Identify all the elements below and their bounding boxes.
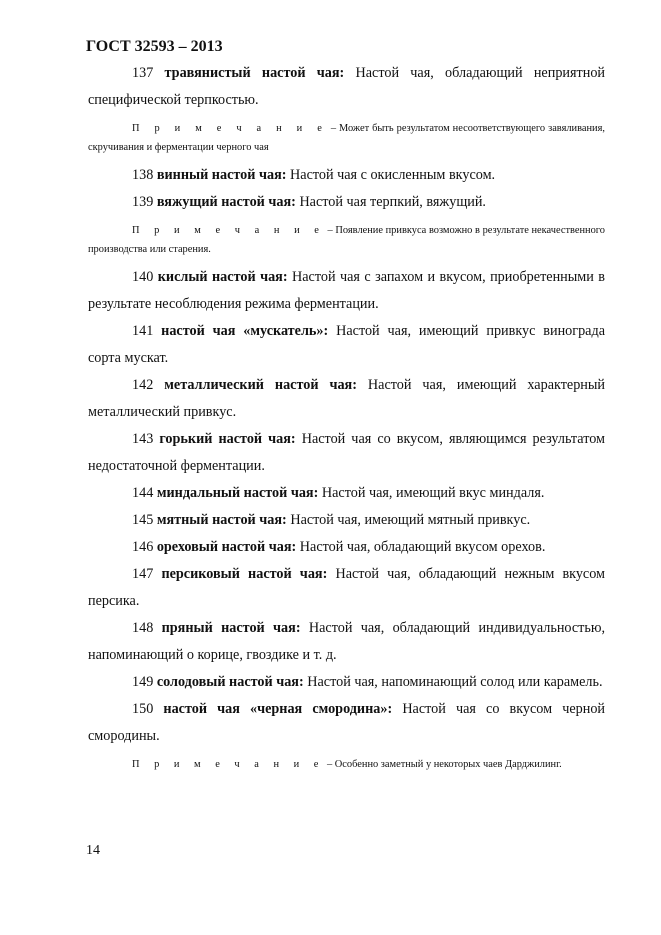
term-definition: Настой чая, напоминающий солод или карамель. [307, 674, 603, 690]
note-label: П р и м е ч а н и е [132, 225, 325, 236]
term-name: горький настой чая: [159, 431, 296, 447]
document-body [88, 60, 605, 779]
page-number: 14 [86, 843, 100, 858]
term-definition: Настой чая, обладающий нежным вкусом персика. [88, 566, 606, 609]
term-number: 143 [132, 431, 154, 447]
note-text: – Появление привкуса возможно в результате некачественного производства или старения. [88, 225, 605, 255]
term-number: 148 [132, 620, 154, 636]
term-entry [88, 561, 605, 615]
term-definition: Настой чая, имеющий вкус миндаля. [321, 485, 545, 501]
term-entry [88, 426, 605, 480]
term-definition: Настой чая со вкусом черной смородины. [88, 701, 606, 744]
term-number: 140 [132, 269, 154, 285]
term-number: 149 [132, 674, 154, 690]
term-name: пряный настой чая: [161, 620, 301, 636]
term-name: травянистый настой чая: [164, 65, 345, 81]
term-number: 146 [132, 539, 154, 555]
term-name: миндальный настой чая: [156, 485, 319, 501]
term-entry [88, 162, 605, 189]
note-label: П р и м е ч а н и е [132, 759, 325, 770]
term-number: 141 [132, 323, 154, 339]
note [88, 221, 605, 259]
term-entry [88, 669, 605, 696]
term-number: 139 [132, 194, 154, 210]
term-name: персиковый настой чая: [161, 566, 328, 582]
term-name: ореховый настой чая: [156, 539, 297, 555]
term-definition: Настой чая, обладающий индивидуальностью, напоминающий о корице, гвоздике и т. д. [88, 620, 605, 663]
term-name: мятный настой чая: [156, 512, 287, 528]
term-entry [88, 696, 605, 750]
note [88, 119, 605, 157]
term-definition: Настой чая, имеющий характерный металлический привкус. [88, 377, 606, 420]
term-entry [88, 189, 605, 216]
term-name: кислый настой чая: [157, 269, 288, 285]
term-entry [88, 507, 605, 534]
term-name: вяжущий настой чая: [156, 194, 296, 210]
term-definition: Настой чая, имеющий мятный привкус. [290, 512, 531, 528]
term-definition: Настой чая терпкий, вяжущий. [299, 194, 486, 210]
term-number: 137 [132, 65, 154, 81]
term-entry [88, 480, 605, 507]
note-text: – Особенно заметный у некоторых чаев Дарджилинг. [327, 759, 562, 770]
term-entry [88, 534, 605, 561]
term-entry [88, 372, 605, 426]
term-name: настой чая «черная смородина»: [163, 701, 393, 717]
term-name: металлический настой чая: [164, 377, 357, 393]
term-number: 150 [132, 701, 154, 717]
term-number: 144 [132, 485, 154, 501]
term-number: 145 [132, 512, 154, 528]
term-number: 138 [132, 167, 154, 183]
term-entry [88, 264, 605, 318]
term-entry [88, 318, 605, 372]
term-name: винный настой чая: [156, 167, 287, 183]
note-text: – Может быть результатом несоответствующего завяливания, скручивания и ферментации черного чая [88, 123, 605, 153]
note [88, 755, 605, 774]
term-name: солодовый настой чая: [156, 674, 304, 690]
term-definition: Настой чая со вкусом, являющимся результатом недостаточной ферментации. [88, 431, 606, 474]
note-label: П р и м е ч а н и е [132, 123, 328, 134]
document-header: ГОСТ 32593 – 2013 [86, 38, 223, 55]
term-definition: Настой чая с запахом и вкусом, приобретенными в результате несоблюдения режима ферментации. [88, 269, 605, 312]
term-definition: Настой чая, обладающий неприятной специфической терпкостью. [88, 65, 606, 108]
term-number: 142 [132, 377, 154, 393]
term-definition: Настой чая с окисленным вкусом. [290, 167, 496, 183]
term-entry [88, 60, 605, 114]
term-definition: Настой чая, обладающий вкусом орехов. [299, 539, 546, 555]
term-entry [88, 615, 605, 669]
term-name: настой чая «мускатель»: [161, 323, 329, 339]
term-definition: Настой чая, имеющий привкус винограда сорта мускат. [88, 323, 605, 366]
term-number: 147 [132, 566, 154, 582]
